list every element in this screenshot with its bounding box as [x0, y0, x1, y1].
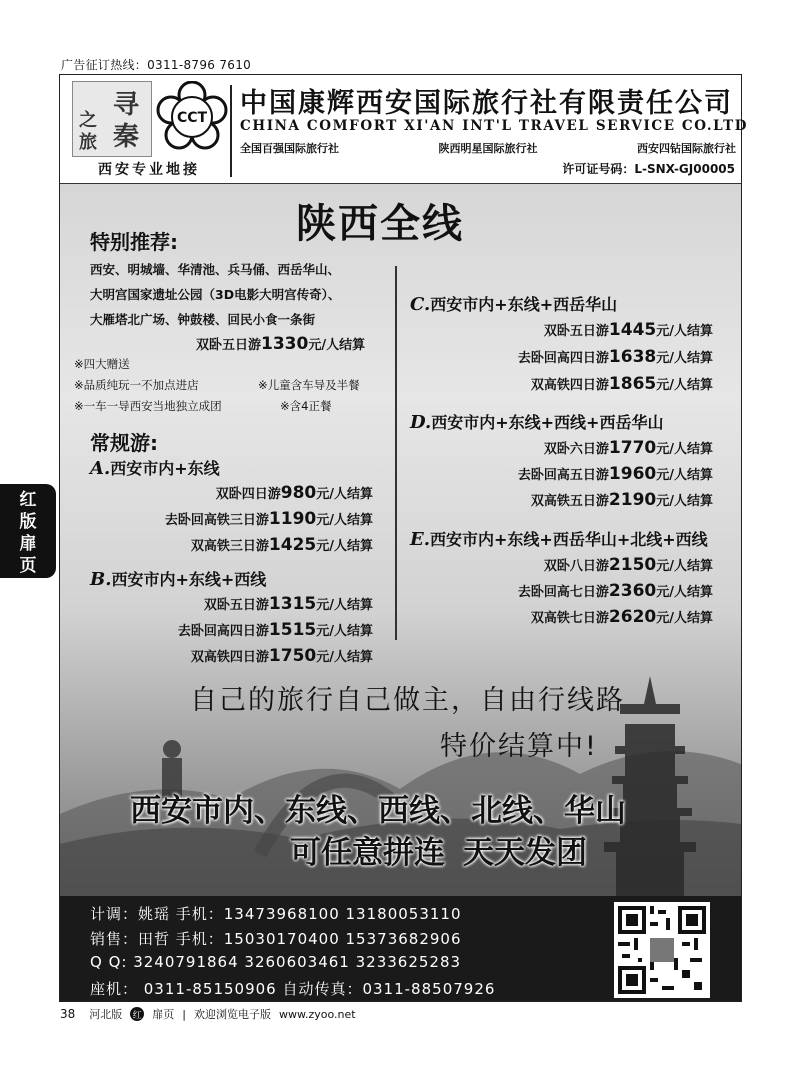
special-line: 大雁塔北广场、钟鼓楼、回民小食一条街	[90, 312, 316, 327]
route-price: 双高铁三日游1425元/人结算	[190, 535, 373, 555]
note: ※四大赠送	[74, 357, 130, 371]
route-c-title	[410, 292, 617, 315]
price-value: 1330	[261, 334, 309, 354]
banner-text: 天天发团	[463, 835, 587, 871]
note: ※含4正餐	[280, 399, 332, 413]
award-3: 西安四钻国际旅行社	[637, 142, 736, 155]
route-name: 西安市内+东线+西岳华山	[430, 295, 618, 314]
route-price: 双卧六日游1770元/人结算	[543, 438, 713, 458]
route-b-title	[90, 567, 266, 590]
route-price: 去卧回高铁三日游1190元/人结算	[164, 509, 373, 529]
route-letter: E.	[410, 529, 430, 550]
route-price: 双高铁四日游1750元/人结算	[190, 646, 373, 666]
price-label: 双卧五日游	[196, 338, 262, 353]
route-name: 西安市内+东线+西岳华山+北线+西线	[430, 530, 708, 549]
company-header	[60, 75, 749, 185]
note: ※一车一导西安当地独立成团	[74, 399, 222, 413]
regular-heading: 常规游:	[90, 431, 158, 455]
column-divider	[395, 266, 397, 640]
company-name-cn: 中国康辉西安国际旅行社有限责任公司	[240, 88, 733, 119]
route-letter: D.	[410, 412, 432, 433]
xunqin-logo	[72, 81, 152, 157]
page-footer	[60, 1006, 356, 1022]
page-number: 38	[60, 1007, 76, 1021]
section-label: 扉页	[152, 1008, 175, 1021]
license-number: 许可证号码：L-SNX-GJ00005	[562, 162, 735, 176]
edition-label: 河北版	[89, 1008, 123, 1021]
header-divider	[230, 85, 232, 177]
route-price: 去卧回高七日游2360元/人结算	[517, 581, 713, 601]
company-name-en: CHINA COMFORT XI'AN INT'L TRAVEL SERVICE CO.LTD	[240, 118, 749, 134]
route-price: 双卧四日游980元/人结算	[215, 483, 373, 503]
route-price: 去卧回高四日游1515元/人结算	[177, 620, 373, 640]
special-line: 西安、明城墙、华清池、兵马俑、西岳华山、	[90, 262, 341, 277]
contact-panel	[60, 896, 741, 1001]
route-price: 双卧五日游1445元/人结算	[543, 320, 713, 340]
price-unit: 元/人结算	[308, 338, 366, 353]
slogan-line-1: 自己的旅行自己做主，自由行线路	[190, 685, 625, 716]
tab-char: 红	[19, 490, 37, 510]
route-price: 双卧五日游1315元/人结算	[203, 594, 373, 614]
main-content	[60, 184, 741, 896]
route-price: 双高铁七日游2620元/人结算	[530, 607, 713, 627]
route-letter: C.	[410, 294, 431, 315]
award-2: 陕西明星国际旅行社	[438, 142, 538, 155]
banner-line-1: 西安市内、东线、西线、北线、华山	[130, 793, 626, 829]
route-name: 西安市内+东线	[110, 459, 220, 478]
route-price: 双卧八日游2150元/人结算	[543, 555, 713, 575]
section-tab	[0, 484, 56, 578]
logo-char-3: 之	[79, 110, 97, 131]
special-heading: 特别推荐:	[90, 230, 178, 254]
route-price: 去卧回高四日游1638元/人结算	[517, 347, 713, 367]
route-price: 双高铁五日游2190元/人结算	[530, 490, 713, 510]
logo-char-1: 寻	[113, 90, 140, 120]
award-list	[240, 140, 736, 156]
tab-char: 版	[19, 512, 37, 532]
route-price: 双高铁四日游1865元/人结算	[530, 374, 713, 394]
contact-row: 计调：姚瑶 手机：13473968100 13180053110	[90, 905, 462, 923]
contact-row: 销售：田哲 手机：15030170400 15373682906	[90, 930, 462, 948]
qr-code-icon	[614, 902, 710, 998]
contact-row: Q Q: 3240791864 3260603461 3233625283	[90, 953, 462, 971]
logo-char-4: 旅	[79, 132, 97, 153]
special-line: 大明宫国家遗址公园（3D电影大明宫传奇）、	[90, 287, 341, 302]
slogan-line-2: 特价结算中!	[440, 731, 598, 762]
footer-separator: |	[182, 1007, 186, 1021]
logo-subtitle: 西安专业地接	[98, 162, 200, 178]
note: ※品质纯玩一不加点进店	[74, 378, 199, 392]
edition-badge: 红	[130, 1007, 144, 1021]
main-title: 陕西全线	[296, 201, 464, 247]
route-name: 西安市内+东线+西线	[111, 570, 267, 589]
tab-char: 页	[19, 556, 37, 576]
contact-row: 座机： 0311-85150906 自动传真：0311-88507926	[90, 980, 496, 998]
route-d-title	[410, 410, 663, 433]
banner-line-2	[290, 827, 587, 872]
award-1: 全国百强国际旅行社	[240, 142, 339, 155]
special-price	[196, 334, 365, 354]
cct-logo-text: CCT	[176, 110, 208, 126]
website-link[interactable]: www.zyoo.net	[279, 1007, 356, 1021]
route-price: 去卧回高五日游1960元/人结算	[517, 464, 713, 484]
route-letter: B.	[90, 569, 112, 590]
welcome-text: 欢迎浏览电子版	[194, 1008, 271, 1021]
cct-logo-icon	[156, 81, 228, 153]
banner-text: 可任意拼连	[290, 835, 445, 871]
route-e-title	[410, 527, 708, 550]
route-a-title	[90, 456, 220, 479]
ad-hotline: 广告征订热线：0311-8796 7610	[61, 58, 252, 72]
tab-char: 扉	[19, 534, 37, 554]
route-name: 西安市内+东线+西线+西岳华山	[431, 413, 664, 432]
logo-char-2: 秦	[113, 122, 140, 152]
route-letter: A.	[90, 458, 111, 479]
note: ※儿童含车导及半餐	[258, 378, 360, 392]
